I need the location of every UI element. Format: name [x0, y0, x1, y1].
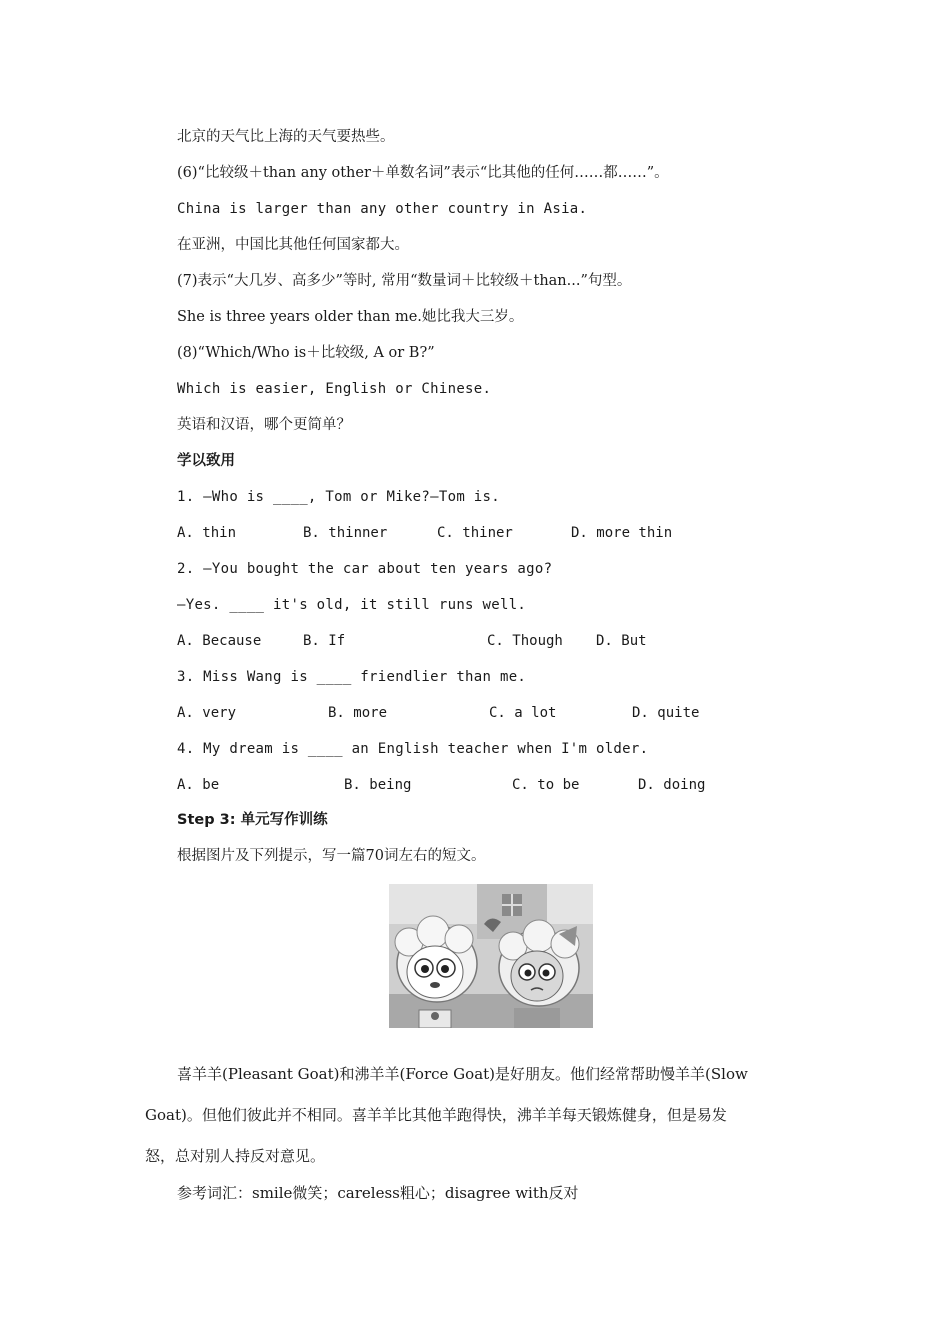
option-c: C. to be [512, 777, 580, 793]
option-c: C. Though [487, 633, 563, 649]
paragraph-line: 喜羊羊(Pleasant Goat)和沸羊羊(Force Goat)是好朋友。他们经常帮助慢羊羊(Slow [177, 1065, 748, 1083]
option-b: B. If [303, 633, 346, 649]
option-a: A. Because [177, 633, 262, 649]
question-2: 2. —You bought the car about ten years ago? [177, 561, 553, 577]
text-line: 在亚洲，中国比其他任何国家都大。 [177, 237, 409, 253]
example-sentence: Which is easier, English or Chinese. [177, 381, 492, 397]
option-a: A. very [177, 705, 237, 721]
example-sentence: She is three years older than me.她比我大三岁。 [177, 309, 524, 325]
section-heading: Step 3: 单元写作训练 [177, 812, 328, 828]
vocabulary-hint: 参考词汇：smile微笑；careless粗心；disagree with反对 [177, 1184, 579, 1202]
option-d: D. more thin [571, 525, 673, 541]
writing-instruction: 根据图片及下列提示，写一篇70词左右的短文。 [177, 848, 486, 864]
option-b: B. being [344, 777, 412, 793]
option-d: D. doing [638, 777, 706, 793]
grammar-rule-7: (7)表示“大几岁、高多少”等时, 常用“数量词＋比较级＋than...”句型。 [177, 273, 632, 289]
text-line: 英语和汉语，哪个更简单？ [177, 417, 351, 433]
example-sentence: China is larger than any other country in Asia. [177, 201, 588, 217]
paragraph-line: 怒，总对别人持反对意见。 [145, 1147, 326, 1165]
option-a: A. thin [177, 525, 237, 541]
question-2-reply: —Yes. ____ it's old, it still runs well. [177, 597, 527, 613]
option-c: C. a lot [489, 705, 557, 721]
option-a: A. be [177, 777, 220, 793]
question-1: 1. —Who is ____, Tom or Mike?—Tom is. [177, 489, 500, 505]
cartoon-two-goats-illustration [389, 884, 593, 1028]
paragraph-line: Goat)。但他们彼此并不相同。喜羊羊比其他羊跑得快，沸羊羊每天锻炼健身，但是易发 [145, 1106, 727, 1124]
cartoon-image [389, 884, 593, 1028]
section-heading: 学以致用 [177, 453, 235, 469]
grammar-rule-8: (8)“Which/Who is＋比较级, A or B?” [177, 345, 435, 361]
option-b: B. more [328, 705, 388, 721]
option-b: B. thinner [303, 525, 388, 541]
grammar-rule-6: (6)“比较级＋than any other＋单数名词”表示“比其他的任何……都……”。 [177, 165, 669, 181]
option-d: D. quite [632, 705, 700, 721]
option-c: C. thiner [437, 525, 513, 541]
question-3: 3. Miss Wang is ____ friendlier than me. [177, 669, 527, 685]
text-line: 北京的天气比上海的天气要热些。 [177, 129, 395, 145]
option-d: D. But [596, 633, 647, 649]
question-4: 4. My dream is ____ an English teacher when I'm older. [177, 741, 649, 757]
